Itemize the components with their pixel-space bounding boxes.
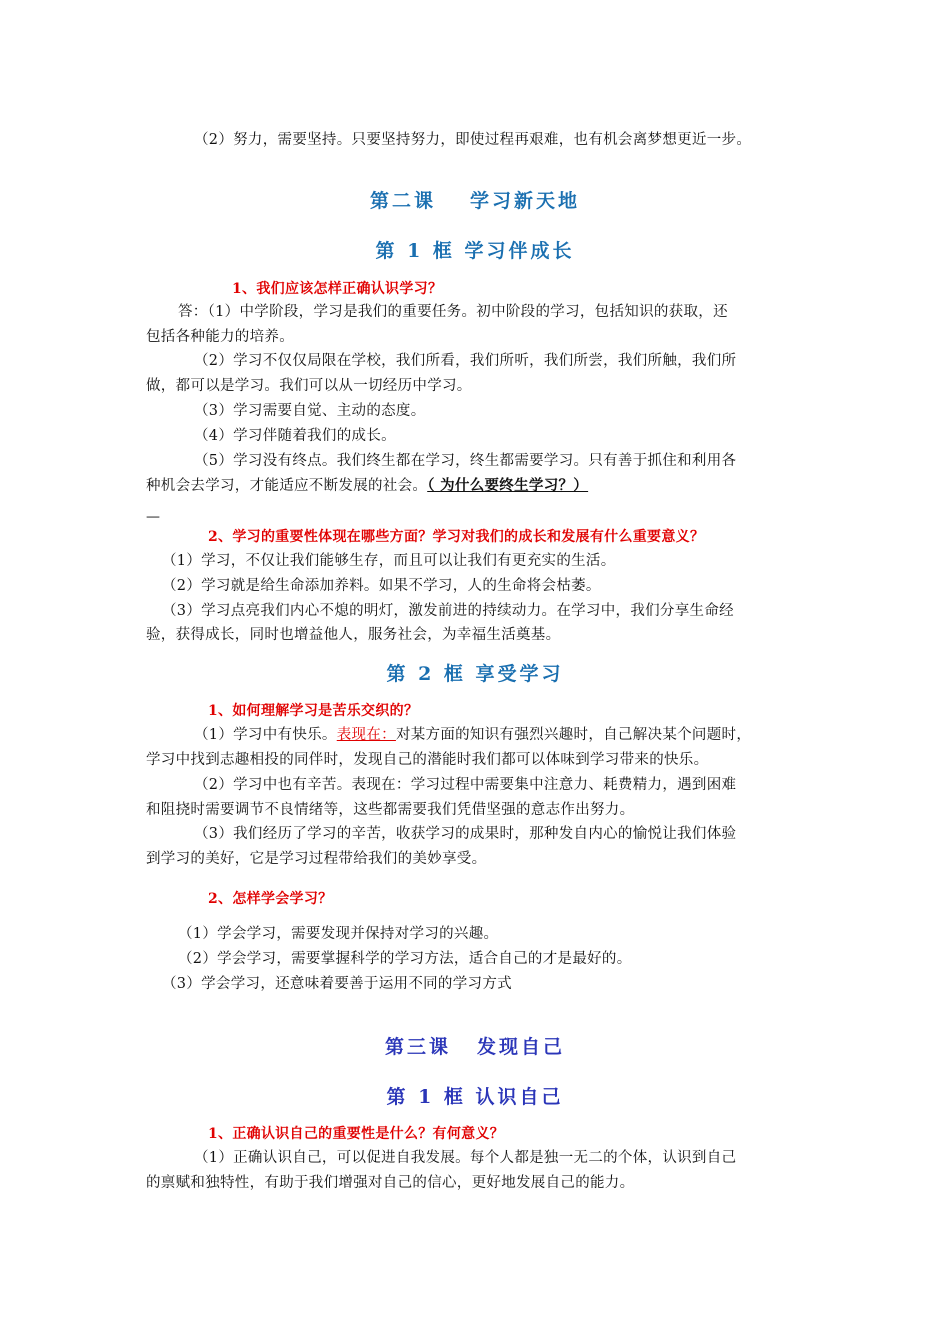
answer-line-text: （1）学习中有快乐。	[194, 727, 337, 743]
lesson2-frame2-title: 第 2 框 享受学习	[386, 663, 564, 685]
intro-paragraph: （2）努力，需要坚持。只要坚持努力，即使过程再艰难，也有机会离梦想更近一步。	[194, 132, 752, 148]
answer-line: （4）学习伴随着我们的成长。	[194, 428, 396, 444]
lesson2-title	[0, 188, 950, 214]
answer-line: 答：（1）中学阶段，学习是我们的重要任务。初中阶段的学习，包括知识的获取，还	[178, 304, 728, 320]
answer-line: （3）我们经历了学习的辛苦，收获学习的成果时，那种发自内心的愉悦让我们体验	[194, 826, 737, 842]
answer-line: 做，都可以是学习。我们可以从一切经历中学习。	[146, 378, 472, 394]
answer-line-text: 对某方面的知识有强烈兴趣时，自己解决某个问题时，	[395, 727, 752, 743]
answer-line: （3）学习点亮我们内心不熄的明灯，激发前进的持续动力。在学习中，我们分享生命经	[162, 603, 734, 619]
answer-line: （2）学会学习，需要掌握科学的学习方法，适合自己的才是最好的。	[178, 951, 632, 967]
lesson2-frame1-title: 第 1 框 学习伴成长	[375, 240, 575, 262]
answer-line: （3）学会学习，还意味着要善于运用不同的学习方式	[162, 976, 512, 992]
answer-line: （5）学习没有终点。我们终生都在学习，终生都需要学习。只有善于抓住和利用各	[194, 453, 737, 469]
answer-line	[146, 476, 811, 496]
answer-line: （2）学习就是给生命添加养料。如果不学习，人的生命将会枯萎。	[162, 578, 601, 594]
lesson2-frame1-q2-question: 2、学习的重要性体现在哪些方面？学习对我们的成长和发展有什么重要意义？	[208, 529, 705, 545]
lesson2-frame2-q1-question: 1、如何理解学习是苦乐交织的？	[208, 703, 419, 719]
answer-line: 的禀赋和独特性，有助于我们增强对自己的信心，更好地发展自己的能力。	[146, 1175, 635, 1191]
answer-line: 和阻挠时需要调节不良情绪等，这些都需要我们凭借坚强的意志作出努力。	[146, 802, 635, 818]
answer-line: 到学习的美好，它是学习过程带给我们的美妙享受。	[146, 851, 487, 867]
answer-line: （3）学习需要自觉、主动的态度。	[194, 403, 426, 419]
lesson3-title-name: 发现自己	[477, 1036, 566, 1058]
answer-line: （2）学习不仅仅局限在学校，我们所看，我们所听，我们所尝，我们所触，我们所	[194, 353, 737, 369]
answer-line	[194, 725, 859, 745]
lesson3-title	[0, 1034, 950, 1060]
answer-line: 包括各种能力的培养。	[146, 329, 294, 345]
lesson2-title-number: 第二课	[369, 190, 436, 212]
answer-line: （1）学习，不仅让我们能够生存，而且可以让我们有更充实的生活。	[162, 553, 616, 569]
lesson3-title-number: 第三课	[384, 1036, 451, 1058]
answer-line: 学习中找到志趣相投的同伴时，发现自己的潜能时我们都可以体味到学习带来的快乐。	[146, 752, 709, 768]
answer-line: 验，获得成长，同时也增益他人，服务社会，为幸福生活奠基。	[146, 627, 561, 643]
lesson2-title-name: 学习新天地	[470, 190, 581, 212]
lifelong-learning-note: （ 为什么要终生学习？）	[427, 477, 589, 494]
dash-mark: —	[146, 509, 160, 525]
expression-link[interactable]: 表现在：	[336, 727, 396, 743]
lesson2-frame1-q1-question: 1、我们应该怎样正确认识学习？	[232, 281, 443, 297]
lesson3-frame1-title: 第 1 框 认识自己	[386, 1086, 564, 1108]
answer-line: （1）学会学习，需要发现并保持对学习的兴趣。	[178, 926, 499, 942]
answer-line: （2）学习中也有辛苦。表现在：学习过程中需要集中注意力、耗费精力，遇到困难	[194, 777, 737, 793]
answer-line: （1）正确认识自己，可以促进自我发展。每个人都是独一无二的个体，认识到自己	[194, 1150, 737, 1166]
answer-line-text: 种机会去学习，才能适应不断发展的社会。	[146, 478, 428, 494]
lesson3-frame1-q1-question: 1、正确认识自己的重要性是什么？有何意义？	[208, 1126, 505, 1142]
lesson2-frame2-q2-question: 2、怎样学会学习？	[208, 891, 333, 907]
